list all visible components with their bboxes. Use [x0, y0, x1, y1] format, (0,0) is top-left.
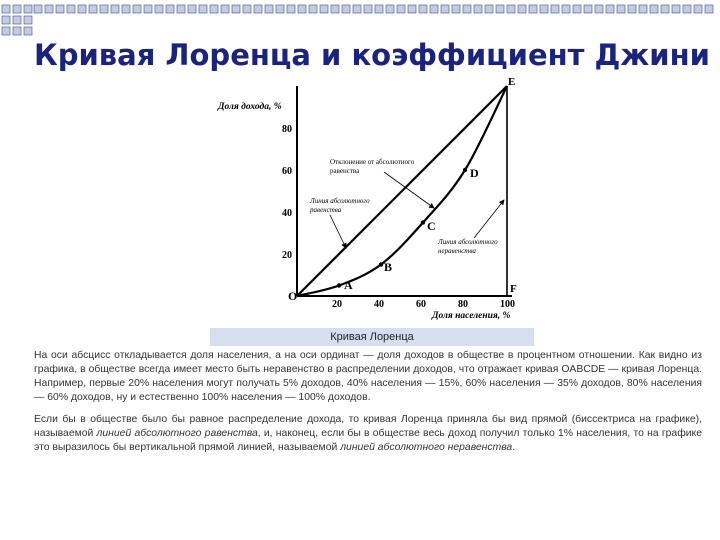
decorative-square — [144, 5, 152, 13]
decorative-square — [683, 5, 691, 13]
x-axis-label: Доля населения, % — [432, 311, 511, 321]
decorative-square — [430, 5, 438, 13]
decorative-square — [386, 5, 394, 13]
decorative-square — [639, 5, 647, 13]
paragraph-axes: На оси абсцисс откладывается доля населения, а на оси ординат — доля доходов в обществе в процентном отношении. Как видно из графика, в обществе всегда имеет место быть неравенство в распределении доходов, что отражает кривая OABCDE — кривая Лоренца. Например, первые 20% населения могут получать 5% доходов, 40% населения — 15%, 60% населения — 35% доходов, 80% населения — 60% доходов, ну и естественно 100% населения — 100% доходов. — [34, 350, 702, 403]
decorative-square — [221, 5, 229, 13]
decorative-square — [188, 5, 196, 13]
paragraph-equality-part1: Если бы в обществе было бы равное распределение дохода, то кривая Лоренца приняла бы вид прямой (биссектриса на графике), называемой — [34, 414, 702, 439]
y-tick-label: 60 — [282, 166, 292, 177]
point-label-a: A — [344, 278, 353, 292]
x-tick-label: 60 — [416, 299, 426, 310]
lorenz-point — [421, 220, 425, 224]
point-label-e: E — [508, 78, 516, 88]
decorative-square — [24, 5, 32, 13]
decorative-square — [13, 27, 21, 35]
point-label-o: O — [288, 289, 298, 303]
x-tick-label: 40 — [374, 299, 384, 310]
decorative-square — [2, 5, 10, 13]
annotation-equality-line1: Линия абсолютного — [310, 197, 370, 205]
annotation-deviation-line1: Отклонение от абсолютного — [330, 158, 415, 166]
decorative-square — [342, 5, 350, 13]
decorative-square — [485, 5, 493, 13]
decorative-square — [628, 5, 636, 13]
decorative-square — [133, 5, 141, 13]
decorative-square — [34, 5, 42, 13]
y-tick-label: 20 — [282, 250, 292, 261]
decorative-square — [562, 5, 570, 13]
point-label-f: F — [510, 283, 517, 295]
decorative-square — [694, 5, 702, 13]
point-label-c: C — [427, 219, 436, 233]
decorative-square — [452, 5, 460, 13]
decorative-square — [287, 5, 295, 13]
decorative-square — [24, 27, 32, 35]
decorative-square — [24, 16, 32, 24]
decorative-square — [177, 5, 185, 13]
decorative-square — [463, 5, 471, 13]
decorative-square — [584, 5, 592, 13]
annotation-inequality-line2: неравенства — [438, 247, 476, 255]
description-text — [34, 349, 702, 463]
decorative-square — [89, 5, 97, 13]
decorative-square — [199, 5, 207, 13]
decorative-square — [375, 5, 383, 13]
term-absolute-inequality: линией абсолютного неравенства — [340, 442, 513, 453]
decorative-square — [650, 5, 658, 13]
decorative-squares — [0, 0, 720, 36]
decorative-square — [243, 5, 251, 13]
decorative-square — [573, 5, 581, 13]
decorative-square — [474, 5, 482, 13]
decorative-square — [595, 5, 603, 13]
decorative-square — [507, 5, 515, 13]
decorative-square — [2, 27, 10, 35]
decorative-square — [210, 5, 218, 13]
lorenz-point — [337, 283, 341, 287]
point-label-b: B — [384, 260, 393, 274]
annotation-inequality-line1: Линия абсолютного — [438, 238, 498, 246]
slide-title: Кривая Лоренца и коэффициент Джини — [34, 38, 710, 72]
x-tick-label: 20 — [332, 299, 342, 310]
figure-caption: Кривая Лоренца — [210, 328, 534, 346]
decorative-square — [496, 5, 504, 13]
decorative-square — [166, 5, 174, 13]
arrow-equality — [330, 215, 346, 248]
equality-line — [297, 86, 507, 296]
decorative-square — [111, 5, 119, 13]
decorative-square — [617, 5, 625, 13]
decorative-square — [78, 5, 86, 13]
lorenz-curve-figure — [212, 78, 542, 346]
decorative-square — [518, 5, 526, 13]
decorative-square — [551, 5, 559, 13]
decorative-square — [441, 5, 449, 13]
decorative-square — [298, 5, 306, 13]
decorative-square — [320, 5, 328, 13]
point-label-d: D — [470, 166, 479, 180]
decorative-square — [232, 5, 240, 13]
decorative-square — [2, 16, 10, 24]
decorative-square — [265, 5, 273, 13]
decorative-square — [13, 16, 21, 24]
paragraph-equality-part3: . — [512, 442, 516, 453]
decorative-square — [254, 5, 262, 13]
y-tick-label: 80 — [282, 124, 292, 135]
y-tick-label: 40 — [282, 208, 292, 219]
term-absolute-equality: линией абсолютного равенства — [96, 428, 258, 439]
decorative-square — [408, 5, 416, 13]
arrow-inequality — [474, 200, 504, 238]
annotation-equality-line2: равенства — [310, 206, 342, 214]
paragraph-equality-part2: , и, наконец, если бы в обществе весь доход получил только 1% населения, то на графике это выразилось бы вертикальной прямой линией, называемой — [34, 428, 702, 453]
decorative-square — [13, 5, 21, 13]
decorative-square — [45, 5, 53, 13]
decorative-square — [419, 5, 427, 13]
decorative-square — [364, 5, 372, 13]
decorative-square — [672, 5, 680, 13]
decorative-square — [529, 5, 537, 13]
lorenz-point — [379, 262, 383, 266]
y-axis-label: Доля дохода, % — [218, 102, 282, 112]
decorative-square — [155, 5, 163, 13]
decorative-square — [705, 5, 713, 13]
decorative-square — [100, 5, 108, 13]
decorative-square — [122, 5, 130, 13]
decorative-square — [353, 5, 361, 13]
x-tick-label: 80 — [458, 299, 468, 310]
decorative-square — [606, 5, 614, 13]
decorative-square — [276, 5, 284, 13]
decorative-square — [331, 5, 339, 13]
decorative-square — [309, 5, 317, 13]
annotation-deviation-line2: равенства — [330, 167, 360, 175]
decorative-square — [56, 5, 64, 13]
decorative-square — [540, 5, 548, 13]
x-tick-label: 100 — [500, 299, 515, 310]
decorative-square — [661, 5, 669, 13]
lorenz-chart — [212, 78, 542, 346]
paragraph-equality — [34, 413, 702, 455]
lorenz-point — [463, 168, 467, 172]
decorative-square — [67, 5, 75, 13]
decorative-square — [397, 5, 405, 13]
